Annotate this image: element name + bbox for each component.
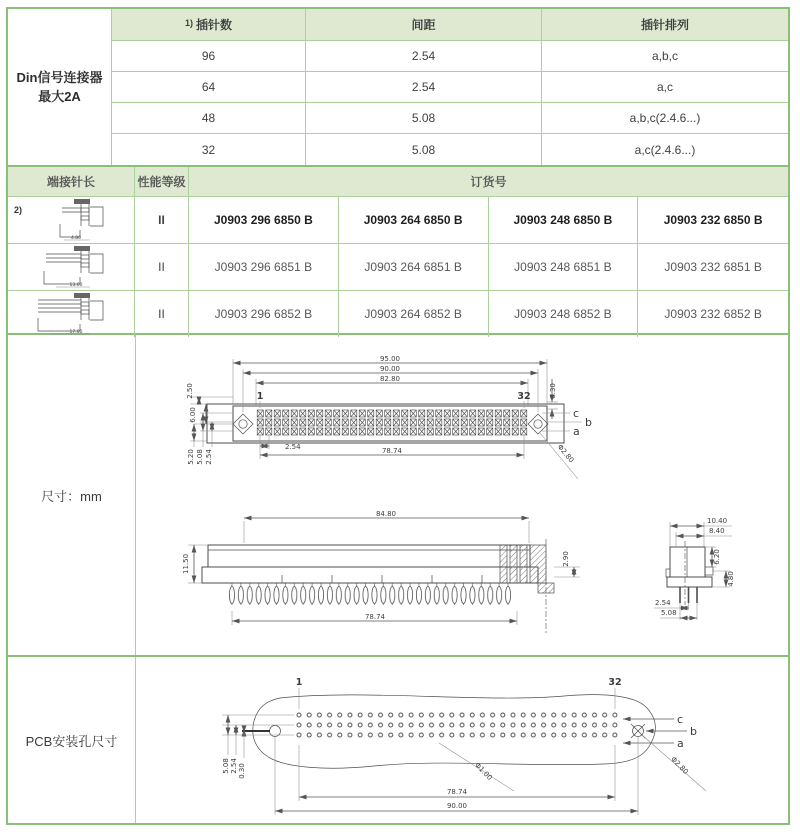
pin-1-label: 1 xyxy=(256,391,264,402)
grade-value: II xyxy=(135,244,189,291)
dim-hole-dia: Φ1.00 xyxy=(473,761,494,782)
dim-290: 2.90 xyxy=(562,551,570,567)
col-header-pins xyxy=(112,9,306,41)
pins-value: 96 xyxy=(112,41,306,72)
pitch-value: 2.54 xyxy=(306,72,542,103)
dim-254: 2.54 xyxy=(230,758,238,774)
order-number: J0903 232 6852 B xyxy=(664,307,762,321)
dim-840: 8.40 xyxy=(709,527,725,535)
pin-length-icon-cell xyxy=(8,244,135,291)
pin-length-icon-cell xyxy=(8,291,135,337)
pin-length-icon-medium xyxy=(36,244,106,290)
order-table xyxy=(8,165,788,333)
order-number: J0903 264 6852 B xyxy=(339,291,489,337)
dim-mount-hole-dia: Φ2.80 xyxy=(555,443,576,465)
icon-dim-label: 17.00 xyxy=(69,330,83,335)
pcb-hole-pattern-drawing xyxy=(184,663,754,821)
dim-030: 0.30 xyxy=(549,383,557,399)
dim-overall-width: 95.00 xyxy=(379,355,401,363)
order-number: J0903 232 6850 B xyxy=(638,197,788,244)
dim-pitch: 2.54 xyxy=(285,443,301,451)
row-a-label: a xyxy=(677,737,684,750)
product-title-line1: Din信号连接器 xyxy=(16,69,103,85)
dimension-drawings xyxy=(136,335,788,655)
dim-254: 2.54 xyxy=(655,599,671,607)
dim-620: 6.20 xyxy=(713,549,721,565)
dim-250: 2.50 xyxy=(186,383,194,399)
grade-value: II xyxy=(135,291,189,337)
pcb-drawing-area xyxy=(136,657,788,823)
dim-1040: 10.40 xyxy=(707,517,728,525)
row-b-label: b xyxy=(585,416,592,429)
dim-1150: 11.50 xyxy=(182,553,190,575)
dim-pin-span: 78.74 xyxy=(446,788,468,796)
pin-length-icon-long xyxy=(36,291,106,337)
front-view-drawing xyxy=(186,349,676,489)
pcb-section xyxy=(8,655,788,823)
datasheet-page xyxy=(6,7,790,825)
dim-mount-hole-dia: Φ2.80 xyxy=(669,755,690,776)
pins-value: 64 xyxy=(112,72,306,103)
pins-value: 32 xyxy=(112,134,306,165)
dim-body-width: 82.80 xyxy=(379,375,401,383)
dim-508: 5.08 xyxy=(661,609,677,617)
pitch-value: 5.08 xyxy=(306,134,542,165)
arrangement-value: a,b,c(2.4.6...) xyxy=(542,103,788,134)
icon-dim-label: 4.80 xyxy=(70,236,82,241)
pitch-value: 2.54 xyxy=(306,41,542,72)
row-c-label: c xyxy=(573,407,580,420)
col-header-pitch-label: 间距 xyxy=(411,18,436,32)
order-number: J0903 264 6850 B xyxy=(339,197,489,244)
pin-32-label: 32 xyxy=(608,677,622,688)
dimensions-section-label: 尺寸：mm xyxy=(8,335,136,655)
spec-table xyxy=(8,9,788,165)
row-b-label: b xyxy=(690,725,697,738)
dim-508: 5.08 xyxy=(196,449,204,465)
pin-length-icon-cell xyxy=(8,197,135,244)
col-header-pin-length: 端接针长 xyxy=(8,167,135,197)
dim-mount-span: 90.00 xyxy=(446,802,468,810)
pin-1-label: 1 xyxy=(295,677,303,688)
icon-dim-label: 13.00 xyxy=(69,283,83,288)
order-number: J0903 232 6851 B xyxy=(638,244,788,291)
dim-600: 6.00 xyxy=(189,407,197,423)
order-number: J0903 248 6852 B xyxy=(489,291,639,337)
row-a-label: a xyxy=(573,425,580,438)
pitch-value: 5.08 xyxy=(306,103,542,134)
side-view-drawing xyxy=(180,503,630,645)
order-number: J0903 296 6850 B xyxy=(189,197,339,244)
footnote-1: 1) xyxy=(184,17,193,28)
row-c-label: c xyxy=(677,713,684,726)
order-number: J0903 296 6851 B xyxy=(189,244,339,291)
dim-508: 5.08 xyxy=(222,758,230,774)
col-header-pitch xyxy=(306,9,542,41)
order-number: J0903 264 6851 B xyxy=(339,244,489,291)
dim-8480: 84.80 xyxy=(375,510,397,518)
dimensions-section xyxy=(8,333,788,655)
dim-520: 5.20 xyxy=(187,449,195,465)
pin-length-icon-short xyxy=(36,197,106,243)
col-header-order-number: 订货号 xyxy=(189,167,788,197)
order-number: J0903 248 6851 B xyxy=(489,244,639,291)
end-view-drawing xyxy=(636,505,788,645)
dim-030: 0.30 xyxy=(238,763,246,779)
product-title xyxy=(8,9,112,165)
order-number: J0903 296 6852 B xyxy=(189,291,339,337)
grade-value: II xyxy=(135,197,189,244)
dim-pin-span: 78.74 xyxy=(381,447,403,455)
product-title-line2: 最大2A xyxy=(38,89,81,104)
col-header-arrangement-label: 插针排列 xyxy=(640,18,689,32)
arrangement-value: a,c(2.4.6...) xyxy=(634,142,696,157)
pins-value: 48 xyxy=(112,103,306,134)
order-number: J0903 248 6850 B xyxy=(489,197,639,244)
dim-480: 4.80 xyxy=(727,571,735,587)
footnote-2: 2) xyxy=(14,205,23,215)
col-header-pins-label: 插针数 xyxy=(196,18,233,32)
dim-pin-span: 78.74 xyxy=(364,613,386,621)
col-header-grade: 性能等级 xyxy=(135,167,189,197)
col-header-arrangement xyxy=(542,9,788,41)
arrangement-value: a,c xyxy=(542,72,788,103)
pcb-section-label: PCB安装孔尺寸 xyxy=(8,657,136,823)
arrangement-value: a,b,c xyxy=(542,41,788,72)
pin-32-label: 32 xyxy=(517,391,531,402)
dim-hole-span: 90.00 xyxy=(379,365,401,373)
dim-254-left: 2.54 xyxy=(205,449,213,465)
